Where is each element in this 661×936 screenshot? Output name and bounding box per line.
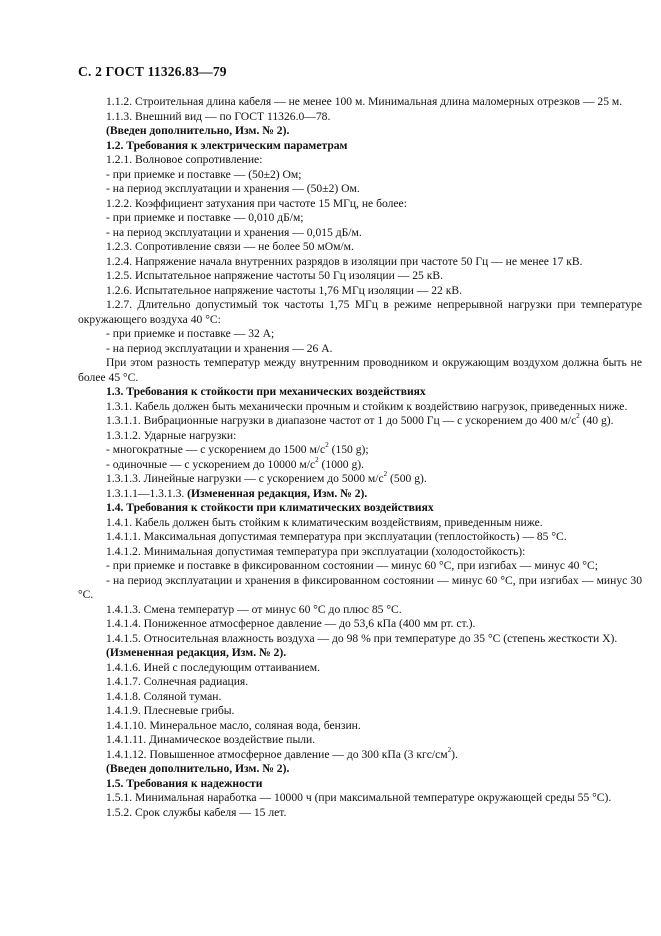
superscript: 2 xyxy=(576,412,580,421)
list-item: - на период эксплуатации и хранения — (50±2) Ом. xyxy=(106,182,360,195)
list-item: - на период эксплуатации и хранения в фиксированном состоянии — минус 60 °С, при изгибах — минус 30 °С. xyxy=(78,573,642,601)
amendment-note: (Введен дополнительно, Изм. № 2). xyxy=(106,124,290,137)
clause-1-3-1-1 xyxy=(78,414,642,429)
clause-text: 1.3.1.1. Вибрационные нагрузки в диапазоне частот от 1 до 5000 Гц — с ускорением до 400 м/с xyxy=(106,414,577,427)
page-header: С. 2 ГОСТ 11326.83—79 xyxy=(78,64,227,79)
clause-text: 1.3.1.3. Линейные нагрузки — с ускорением до 5000 м/с xyxy=(106,472,384,485)
clause-1-4-1-7: 1.4.1.7. Солнечная радиация. xyxy=(106,675,249,688)
clause-1-2-3: 1.2.3. Сопротивление связи — не более 50 мОм/м. xyxy=(106,240,354,253)
clause-1-4-1-3: 1.4.1.3. Смена температур — от минус 60 °С до плюс 85 °С. xyxy=(106,602,402,616)
clause-1-4-1-9: 1.4.1.9. Плесневые грибы. xyxy=(106,704,235,717)
clause-text: ). xyxy=(451,747,458,761)
clause-1-2-2: 1.2.2. Коэффициент затухания при частоте 15 МГц, не более: xyxy=(106,196,407,210)
section-heading-1-4: 1.4. Требования к стойкости при климатических воздействиях xyxy=(106,501,434,514)
clause-text: - многократные — с ускорением до 1500 м/с xyxy=(106,443,326,456)
list-item xyxy=(78,455,642,473)
list-item: - при приемке и поставке — (50±2) Ом; xyxy=(106,167,302,181)
clause-1-2-1: 1.2.1. Волновое сопротивление: xyxy=(106,153,263,166)
amendment-note: (Измененная редакция, Изм. № 2). xyxy=(106,646,287,659)
clause-1-1-2: 1.1.2. Строительная длина кабеля — не менее 100 м. Минимальная длина маломерных отрезков — 25 м. xyxy=(106,95,623,108)
clause-text: (500 g). xyxy=(387,472,427,485)
clause-1-4-1-5: 1.4.1.5. Относительная влажность воздуха — до 98 % при температуре до 35 °С (степень жесткости X). xyxy=(106,631,618,645)
clause-1-2-4: 1.2.4. Напряжение начала внутренних разрядов в изоляции при частоте 50 Гц — не менее 17 кВ. xyxy=(106,254,583,268)
clause-text: - одиночные — с ускорением до 10000 м/с xyxy=(106,457,316,471)
list-item: - при приемке и поставке в фиксированном состоянии — минус 60 °С, при изгибах — минус 40 °С; xyxy=(106,559,598,572)
section-heading-1-2: 1.2. Требования к электрическим параметрам xyxy=(106,138,348,152)
amendment-note xyxy=(78,487,642,502)
clause-text: (150 g); xyxy=(328,443,369,456)
section-heading-1-3: 1.3. Требования к стойкости при механических воздействиях xyxy=(106,385,426,398)
clause-1-5-2: 1.5.2. Срок службы кабеля — 15 лет. xyxy=(106,805,287,819)
document-body xyxy=(78,95,642,820)
amendment-note: (Введен дополнительно, Изм. № 2). xyxy=(106,762,290,775)
clause-1-4-1-1: 1.4.1.1. Максимальная допустимая температура при эксплуатации (теплостойкость) — 85 °С. xyxy=(106,530,567,543)
clause-1-4-1-6: 1.4.1.6. Иней с последующим оттаиванием. xyxy=(106,660,321,674)
clause-range: 1.3.1.1—1.3.1.3. xyxy=(106,486,188,500)
clause-1-3-1: 1.3.1. Кабель должен быть механически прочным и стойким к воздействию нагрузок, приведенных ниже. xyxy=(106,399,628,413)
list-item: - на период эксплуатации и хранения — 26 А. xyxy=(106,341,333,355)
clause-1-4-1: 1.4.1. Кабель должен быть стойким к климатическим воздействиям, приведенным ниже. xyxy=(106,515,543,529)
section-heading-1-5: 1.5. Требования к надежности xyxy=(106,776,263,790)
clause-1-4-1-12 xyxy=(78,745,642,763)
clause-1-4-1-10: 1.4.1.10. Минеральное масло, соляная вода, бензин. xyxy=(106,718,361,732)
clause-text: (1000 g). xyxy=(318,457,365,471)
superscript: 2 xyxy=(325,441,329,450)
clause-1-3-1-3 xyxy=(78,472,642,487)
superscript: 2 xyxy=(447,745,452,754)
clause-1-2-6: 1.2.6. Испытательное напряжение частоты 1,76 МГц изоляции — 22 кВ. xyxy=(106,283,462,297)
clause-text: 1.4.1.12. Повышенное атмосферное давление — до 300 кПа (3 кгс/см xyxy=(106,747,448,761)
superscript: 2 xyxy=(383,470,388,479)
clause-1-5-1: 1.5.1. Минимальная наработка — 10000 ч (при максимальной температуре окружающей среды 55 °С). xyxy=(106,791,612,804)
list-item: - при приемке и поставке — 32 А; xyxy=(106,327,275,340)
clause-1-3-1-2: 1.3.1.2. Ударные нагрузки: xyxy=(106,428,237,442)
amendment-label: (Измененная редакция, Изм. № 2). xyxy=(187,486,368,500)
list-item: - на период эксплуатации и хранения — 0,015 дБ/м. xyxy=(106,225,362,239)
clause-1-2-5: 1.2.5. Испытательное напряжение частоты 50 Гц изоляции — 25 кВ. xyxy=(106,269,443,282)
clause-1-4-1-4: 1.4.1.4. Пониженное атмосферное давление — до 53,6 кПа (400 мм рт. ст.). xyxy=(106,617,476,630)
superscript: 2 xyxy=(315,455,319,464)
clause-1-2-7: 1.2.7. Длительно допустимый ток частоты 1,75 МГц в режиме непрерывной нагрузки при температуре окружающего воздуха 40 °С: xyxy=(78,298,642,326)
list-item xyxy=(78,443,642,458)
clause-1-1-3: 1.1.3. Внешний вид — по ГОСТ 11326.0—78. xyxy=(106,109,331,123)
list-item: - при приемке и поставке — 0,010 дБ/м; xyxy=(106,211,304,224)
clause-1-4-1-8: 1.4.1.8. Соляной туман. xyxy=(106,689,222,703)
temperature-note: При этом разность температур между внутренним проводником и окружающим воздухом должна быть не более 45 °С. xyxy=(78,356,642,384)
clause-1-4-1-11: 1.4.1.11. Динамическое воздействие пыли. xyxy=(106,733,316,746)
clause-text: (40 g). xyxy=(579,414,614,427)
clause-1-4-1-2: 1.4.1.2. Минимальная допустимая температура при эксплуатации (холодостойкость): xyxy=(106,544,526,558)
